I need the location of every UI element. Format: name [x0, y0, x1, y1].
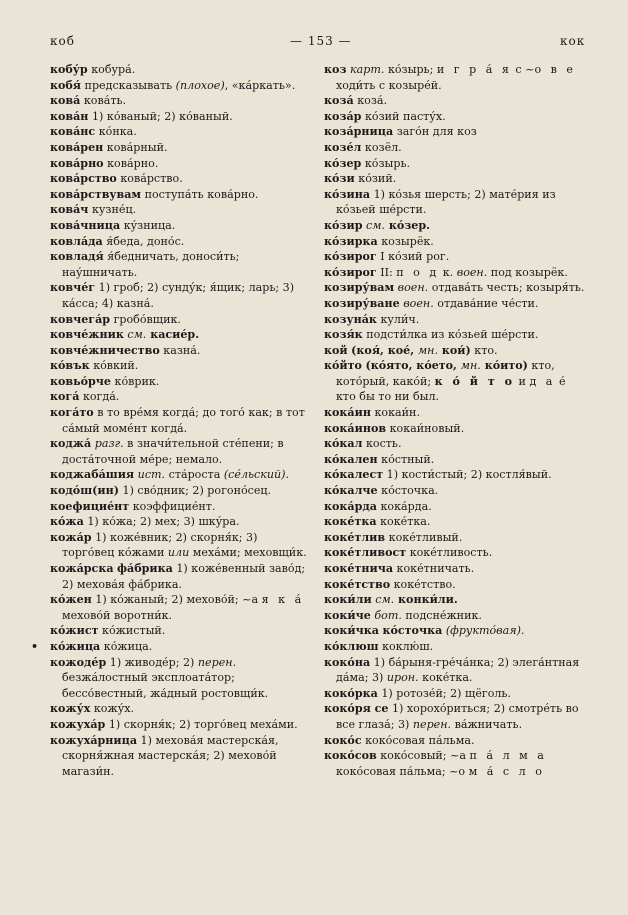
definition-text: кои́): [438, 343, 471, 357]
dictionary-entry: [324, 327, 586, 343]
usage-label: воен.: [397, 281, 429, 295]
definition-text: 1) коже́вник; 2) скорня́к; 3) торго́вец ко́жами: [62, 530, 258, 560]
headword: ко́зер: [324, 156, 362, 170]
headword: ковчега́р: [50, 312, 111, 326]
dictionary-entry: [50, 124, 312, 140]
definition-text: (ко́ято, ко́ето,: [365, 359, 461, 373]
definition-text: поступа́ть кова́рно.: [144, 187, 259, 201]
dictionary-entry: [50, 234, 312, 250]
usage-label: см.: [366, 218, 385, 232]
definition-text: 1) хорохо́риться; 2) смотре́ть во все глаза́; 3): [336, 702, 579, 731]
dictionary-entry: • ко́жица ко́жица.: [31, 639, 153, 653]
dictionary-entry: [324, 686, 586, 702]
dictionary-entry: [324, 140, 586, 156]
dictionary-entry: [324, 561, 586, 577]
headword: ковче́жничество: [50, 343, 160, 357]
headword: кобя́: [50, 78, 82, 92]
headword: ко́вък: [50, 359, 90, 373]
dictionary-entry: [50, 78, 312, 94]
headword: ковьо́рче: [50, 374, 111, 388]
dictionary-entry: [50, 561, 312, 592]
definition-text: коке́тка.: [380, 515, 431, 529]
dictionary-entry: [324, 62, 586, 93]
running-head-right: кок: [560, 34, 586, 48]
definition-text: фа́брика: [117, 562, 173, 575]
definition-text: 1) ко́ваный; 2) ко́ваный.: [91, 109, 233, 123]
dictionary-entry: [50, 312, 312, 328]
definition-text: II:: [380, 265, 397, 279]
dictionary-entry: [324, 187, 586, 218]
dictionary-entry: [324, 733, 586, 749]
definition-text: м а́ с л о: [468, 764, 545, 778]
dictionary-entry: [324, 655, 586, 686]
dictionary-entry: [50, 717, 312, 733]
dictionary-entry: [50, 530, 312, 561]
definition-text: отдава́ть честь; козыря́ть.: [428, 281, 585, 295]
usage-label: см.: [127, 328, 147, 342]
dictionary-entry: [324, 124, 586, 140]
dictionary-entry: [324, 483, 586, 499]
definition-text: коке́тство.: [393, 577, 456, 591]
definition-text: ва́жничать.: [451, 717, 523, 731]
dictionary-entry: [324, 467, 586, 483]
definition-text: кожу́х.: [93, 702, 135, 716]
definition-text: подсти́лка из ко́зьей ше́рсти.: [366, 328, 539, 342]
headword: коз: [324, 63, 347, 76]
dictionary-entry: [50, 327, 312, 343]
headword: коки́ли: [324, 593, 372, 607]
definition-text: кузне́ц.: [91, 203, 137, 217]
headword: кока́рда: [324, 499, 377, 513]
definition-text: ко́сточка: [382, 624, 443, 638]
dictionary-entry: [324, 358, 586, 405]
dictionary-entry: [324, 171, 586, 187]
headword: кой: [324, 343, 348, 357]
dictionary-entry: [50, 140, 312, 156]
headword: ко́кал: [324, 437, 363, 451]
dictionary-entry: [324, 701, 586, 732]
usage-label: (фрукто́вая).: [445, 624, 525, 638]
headword: ковла́да: [50, 234, 103, 248]
dictionary-entry: [50, 592, 312, 623]
headword: козя́к: [324, 328, 363, 342]
headword: коджаба́шия: [50, 468, 135, 482]
definition-text: кова́рно.: [107, 156, 159, 170]
definition-text: 1) коже́венный заво́д; 2) мехова́я фа́брика.: [62, 562, 306, 591]
headword: коке́тливост: [324, 546, 407, 560]
headword: ко́зи: [324, 172, 355, 186]
definition-text: ко́жица.: [103, 639, 153, 653]
definition-text: ко́стный.: [381, 452, 435, 466]
headword: коке́тство: [324, 577, 391, 591]
usage-label: перен.: [412, 717, 452, 731]
headword: кока́инов: [324, 421, 387, 435]
definition-text: и г р а́ я: [436, 63, 512, 76]
definition-text: I ко́зий рог.: [380, 250, 450, 264]
headword: кожуха́р: [50, 717, 106, 731]
definition-text: когда́.: [82, 390, 120, 404]
headword: коза́р: [324, 109, 362, 123]
definition-text: кокаи́новый.: [389, 421, 465, 435]
definition-text: к о́ й т о: [434, 374, 515, 388]
definition-text: коко́совая па́льма; ~о: [336, 764, 469, 778]
dictionary-entry: [50, 280, 312, 311]
usage-label: или: [167, 546, 190, 560]
headword: ковче́жник: [50, 328, 124, 342]
dictionary-entry: [50, 499, 312, 515]
dictionary-entry: [50, 623, 312, 639]
definition-text: к.: [439, 265, 457, 279]
dictionary-entry: [324, 623, 586, 639]
headword: козиру́ване: [324, 296, 400, 310]
headword: коке́тка: [324, 515, 377, 529]
definition-text: 1) ротозе́й; 2) щёголь.: [381, 686, 511, 700]
headword: кожуха́рница: [50, 733, 138, 747]
definition-text: ко́врик.: [114, 374, 160, 388]
headword: коза́: [324, 94, 354, 108]
definition-text: 1) сво́дник; 2) рогоно́сец.: [122, 484, 272, 498]
dictionary-entry: [324, 436, 586, 452]
definition-text: ко́зий пасту́х.: [364, 109, 446, 123]
definition-text: и: [515, 374, 530, 388]
headword: ковладя́: [50, 250, 104, 264]
dictionary-entry: [50, 202, 312, 218]
definition-text: 1) ба́рыня-гре́ча́нка; 2) элега́нтная да́ма; 3): [336, 655, 580, 685]
usage-label: разг.: [94, 437, 124, 451]
headword: ко́калест: [324, 468, 384, 482]
definition-text: кова́рство.: [120, 172, 183, 186]
definition-text: ко́зер.: [384, 218, 430, 232]
headword: ко́зирог: [324, 265, 377, 279]
dictionary-entry: [324, 421, 586, 437]
usage-label: (се́льский).: [223, 468, 290, 482]
usage-label: мн.: [460, 359, 481, 373]
dictionary-entry: [50, 436, 312, 467]
dictionary-entry: [50, 405, 312, 436]
headword: коко́ря се: [324, 702, 389, 716]
dictionary-entry: [324, 577, 586, 593]
definition-text: д а: [529, 374, 556, 388]
headword: коза́рница: [324, 125, 394, 139]
definition-text: 1) скорня́к; 2) торго́вец меха́ми.: [108, 717, 298, 731]
left-column: [31, 62, 312, 779]
dictionary-entry: [50, 93, 312, 109]
dictionary-entry: [324, 639, 586, 655]
definition-text: (коя́, кое́,: [351, 343, 418, 357]
definition-text: п а́ л м а: [469, 749, 547, 763]
dictionary-entry: [50, 62, 312, 78]
headword: козиру́вам: [324, 281, 395, 295]
definition-text: ко́ито): [480, 359, 528, 373]
definition-text: кова́ть.: [83, 94, 127, 108]
usage-label: мн.: [417, 343, 438, 357]
definition-text: в значи́тельной сте́пени; в доста́точной ме́ре; немало.: [62, 437, 284, 466]
headword: коки́чка: [324, 624, 379, 638]
definition-text: ходи́ть с козыре́й.: [336, 78, 442, 92]
definition-text: с ~: [511, 63, 535, 76]
headword: ко́йто: [324, 359, 362, 373]
headword: кова́: [50, 94, 81, 108]
definition-text: кость.: [365, 437, 402, 451]
usage-label: ирон.: [386, 671, 419, 685]
definition-text: кова́рный.: [106, 140, 168, 154]
headword: ко́клюш: [324, 639, 379, 653]
headword: кодо́ш(ин): [50, 484, 119, 498]
dictionary-entry: [324, 156, 586, 172]
headword: кова́рствувам: [50, 187, 142, 201]
headword: коко́сов: [324, 749, 377, 763]
dictionary-entry: [324, 93, 586, 109]
definition-text: коко́совый; ~а: [380, 749, 470, 763]
definition-text: , «ка́ркать».: [224, 78, 296, 92]
dictionary-entry: [324, 296, 586, 312]
page-number: — 153 —: [290, 34, 352, 48]
definition-text: коза́.: [357, 94, 388, 108]
usage-label: ист.: [137, 468, 166, 482]
headword: коке́тлив: [324, 530, 386, 544]
dictionary-entry: [324, 514, 586, 530]
definition-text: ко́сточка.: [381, 484, 439, 498]
definition-text: 1) мехова́я мастерска́я, скорня́жная мастерска́я; 2) мехово́й магази́н.: [62, 733, 279, 778]
definition-text: кобура́.: [91, 63, 136, 76]
dictionary-entry: [50, 514, 312, 530]
headword: кога́то: [50, 406, 94, 420]
definition-text: в то вре́мя когда́; до того́ как; в тот са́мый моме́нт когда́.: [62, 406, 305, 435]
headword: кова́рство: [50, 172, 117, 186]
definition-text: подсне́жник.: [401, 608, 482, 622]
headword: кова́н: [50, 109, 89, 123]
definition-text: 1) живоде́р; 2): [109, 655, 198, 669]
headword: ко́зирка: [324, 234, 378, 248]
definition-text: отдава́ние че́сти.: [433, 296, 539, 310]
headword: кока́ин: [324, 406, 371, 420]
dictionary-entry: [324, 530, 586, 546]
headword: коке́тнича: [324, 562, 394, 575]
definition-text: 1) ко́зья шерсть; 2) мате́рия из ко́зьей ше́рсти.: [336, 187, 556, 217]
headword: кова́рен: [50, 140, 104, 154]
headword: кожу́х: [50, 702, 91, 716]
headword: коко́на: [324, 655, 371, 669]
definition-text: ко́нка.: [98, 125, 137, 139]
definition-text: 1) ко́жаный; 2) мехово́й; ~а: [95, 593, 262, 607]
usage-label: бот.: [374, 608, 402, 622]
dictionary-entry: [50, 655, 312, 702]
headword: ко́жен: [50, 593, 92, 607]
headword: ко́зина: [324, 187, 371, 201]
headword: ко́зирог: [324, 250, 377, 264]
headword: ко́жица: [50, 639, 101, 653]
definition-text: безжа́лостный эксплоата́тор; бессо́вестный, жа́дный ростовщи́к.: [62, 671, 269, 700]
usage-label: см.: [375, 593, 395, 607]
definition-text: заго́н для коз: [396, 125, 477, 139]
definition-text: 1) ко́жа; 2) мех; 3) шку́ра.: [87, 515, 240, 529]
definition-text: кто.: [470, 343, 498, 357]
definition-text: предсказывать: [84, 78, 176, 92]
usage-label: воен.: [403, 296, 434, 310]
headword: коджа́: [50, 437, 92, 451]
dictionary-entry: [50, 374, 312, 390]
definition-text: ко́жистый.: [102, 624, 166, 638]
definition-text: кули́ч.: [380, 312, 420, 326]
definition-text: казна́.: [163, 343, 201, 357]
dictionary-entry: [50, 483, 312, 499]
headword: коко́с: [324, 733, 362, 747]
definition-text: о в е: [534, 63, 576, 76]
definition-text: под козырёк.: [487, 265, 568, 279]
definition-text: кока́рда.: [380, 499, 432, 513]
dictionary-entry: [50, 187, 312, 203]
dictionary-entry: [324, 280, 586, 296]
definition-text: ко́вкий.: [93, 359, 139, 373]
definition-text: коко́совая па́льма.: [365, 733, 475, 747]
definition-text: ко́зырь;: [384, 63, 437, 76]
headword: кобу́р: [50, 63, 88, 76]
usage-label: (плохое): [175, 78, 225, 92]
right-column: [324, 62, 586, 779]
dictionary-entry: [324, 312, 586, 328]
definition-text: конки́ли.: [394, 593, 458, 607]
headword: ко́зир: [324, 218, 363, 232]
definition-text: коклю́ш.: [382, 639, 434, 653]
headword: кожа́р: [50, 530, 92, 544]
definition-text: я́бедничать, доноси́ть; нау́шничать.: [62, 250, 240, 279]
dictionary-entry: [324, 592, 586, 608]
dictionary-entry: [324, 499, 586, 515]
dictionary-entry: [324, 249, 586, 265]
headword: ковче́г: [50, 281, 96, 295]
dictionary-entry: [50, 343, 312, 359]
dictionary-entry: [324, 748, 586, 779]
headword: кога́: [50, 390, 80, 404]
definition-text: е́ кто бы то ни был.: [336, 374, 566, 404]
dictionary-entry: [50, 358, 312, 374]
dictionary-entry: [50, 701, 312, 717]
dictionary-entry: [50, 733, 312, 780]
headword: ко́калче: [324, 484, 378, 498]
headword: козе́л: [324, 140, 362, 154]
definition-text: меха́ми; меховщи́к.: [189, 546, 307, 560]
definition-text: гробо́вщик.: [113, 312, 181, 326]
dictionary-entry: [50, 249, 312, 280]
definition-text: коке́тничать.: [396, 562, 475, 575]
usage-label: воен.: [456, 265, 488, 279]
headword: кова́ч: [50, 203, 89, 217]
definition-text: 1) гроб; 2) сунду́к; я́щик; ларь; 3) ка́сса; 4) казна́.: [62, 281, 295, 310]
definition-text: коэффицие́нт.: [132, 499, 216, 513]
dictionary-entry: [50, 218, 312, 234]
definition-text: ста́роста: [165, 468, 224, 482]
headword: козуна́к: [324, 312, 377, 326]
definition-text: мехово́й воротни́к.: [62, 608, 173, 622]
definition-text: ко́зырь.: [364, 156, 411, 170]
definition-text: ко́зий.: [358, 172, 397, 186]
dictionary-entry: [50, 156, 312, 172]
headword: кожоде́р: [50, 655, 107, 669]
dictionary-entry: [324, 545, 586, 561]
usage-label: перен.: [197, 655, 237, 669]
dictionary-entry: [324, 452, 586, 468]
dictionary-entry: [324, 234, 586, 250]
headword: коки́че: [324, 608, 371, 622]
headword: кова́чница: [50, 218, 121, 232]
headword: кожа́рска: [50, 562, 114, 575]
definition-text: коке́тливый.: [388, 530, 463, 544]
definition-text: кто, кото́рый, како́й;: [336, 359, 555, 388]
definition-text: ку́зница.: [123, 218, 176, 232]
dictionary-entry: [50, 171, 312, 187]
dictionary-entry: [50, 109, 312, 125]
definition-text: козёл.: [364, 140, 402, 154]
definition-text: я́беда, доно́с.: [106, 234, 185, 248]
dictionary-entry: [324, 343, 586, 359]
headword: ко́жист: [50, 624, 99, 638]
dictionary-entry: [324, 405, 586, 421]
headword: кова́рно: [50, 156, 104, 170]
dictionary-entry: [324, 608, 586, 624]
dictionary-entry: [324, 109, 586, 125]
definition-text: кокаи́н.: [374, 406, 420, 420]
dictionary-entry: [324, 265, 586, 281]
headword: коефицие́нт: [50, 499, 130, 513]
headword: коко́рка: [324, 686, 378, 700]
usage-label: карт.: [350, 63, 385, 76]
definition-text: 1) кости́стый; 2) костля́вый.: [386, 468, 552, 482]
dictionary-entry: [50, 389, 312, 405]
dictionary-entry: [50, 467, 312, 483]
definition-text: я к а́: [261, 593, 305, 607]
definition-text: касие́р.: [146, 328, 200, 342]
headword: ко́кален: [324, 452, 378, 466]
definition-text: коке́тливость.: [409, 546, 493, 560]
headword: ко́жа: [50, 515, 84, 529]
running-head-left: коб: [50, 34, 75, 48]
definition-text: коке́тка.: [418, 671, 473, 685]
definition-text: козырёк.: [381, 234, 434, 248]
dictionary-entry: [324, 218, 586, 234]
definition-text: п о д: [396, 265, 440, 279]
headword: кова́нс: [50, 125, 96, 139]
